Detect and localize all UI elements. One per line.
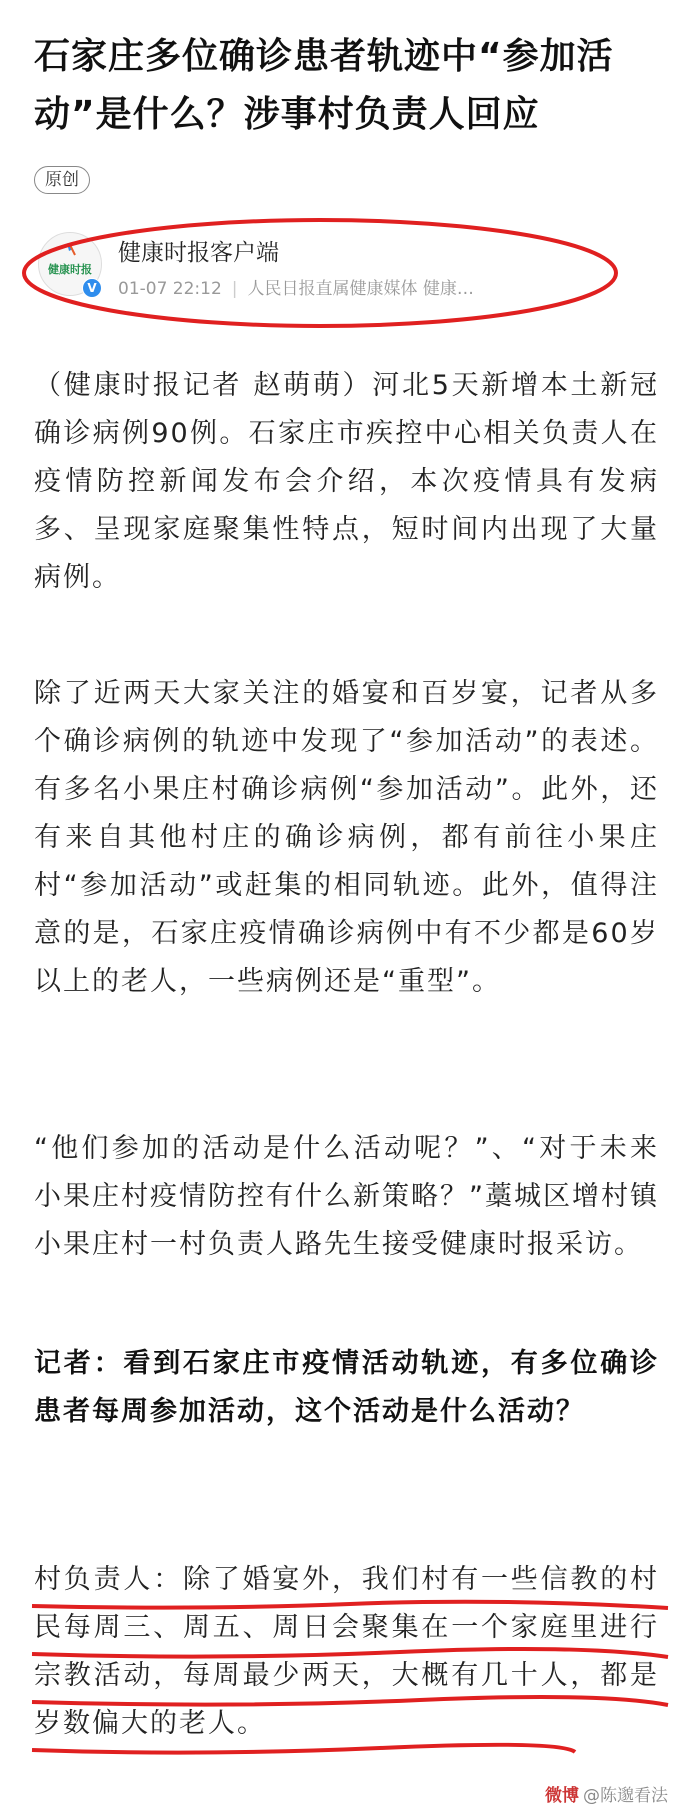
paragraph-interview: “他们参加的活动是什么活动呢？”、“对于未来小果庄村疫情防控有什么新策略？”藁城区增村镇小果庄村一村负责人路先生接受健康时报采访。 — [34, 1133, 659, 1260]
author-description: 人民日报直属健康媒体 健康… — [247, 279, 474, 299]
weibo-watermark — [545, 1781, 668, 1806]
author-card[interactable] — [30, 222, 650, 322]
article-title: 石家庄多位确诊患者轨迹中“参加活动”是什么？涉事村负责人回应 — [34, 36, 614, 135]
author-meta — [118, 274, 474, 299]
avatar-logo-text: 健康时报 — [48, 263, 92, 276]
original-badge: 原创 — [34, 166, 90, 194]
watermark-handle: @陈邈看法 — [583, 1786, 668, 1806]
paragraph-question: 记者：看到石家庄市疫情活动轨迹，有多位确诊患者每周参加活动，这个活动是什么活动？ — [34, 1348, 659, 1427]
publish-time: 01-07 22:12 — [118, 279, 222, 299]
author-name[interactable]: 健康时报客户端 — [118, 240, 279, 266]
paragraph-intro: （健康时报记者 赵萌萌）河北5天新增本土新冠确诊病例90例。石家庄市疾控中心相关负责人在疫情防控新闻发布会介绍，本次疫情具有发病多、呈现家庭聚集性特点，短时间内出现了大量病例。 — [34, 370, 659, 593]
verified-icon: V — [82, 278, 102, 298]
weibo-icon: 微博 — [545, 1786, 579, 1806]
paragraph-activities: 除了近两天大家关注的婚宴和百岁宴，记者从多个确诊病例的轨迹中发现了“参加活动”的表述。有多名小果庄村确诊病例“参加活动”。此外，还有来自其他村庄的确诊病例，都有前往小果庄村“参加活动”或赶集的相同轨迹。此外，值得注意的是，石家庄疫情确诊病例中有不少都是60岁以上的老人，一些病例还是“重型”。 — [34, 678, 659, 997]
paragraph-answer: 村负责人：除了婚宴外，我们村有一些信教的村民每周三、周五、周日会聚集在一个家庭里进行宗教活动，每周最少两天，大概有几十人，都是岁数偏大的老人。 — [34, 1564, 659, 1739]
meta-divider: | — [231, 279, 238, 299]
